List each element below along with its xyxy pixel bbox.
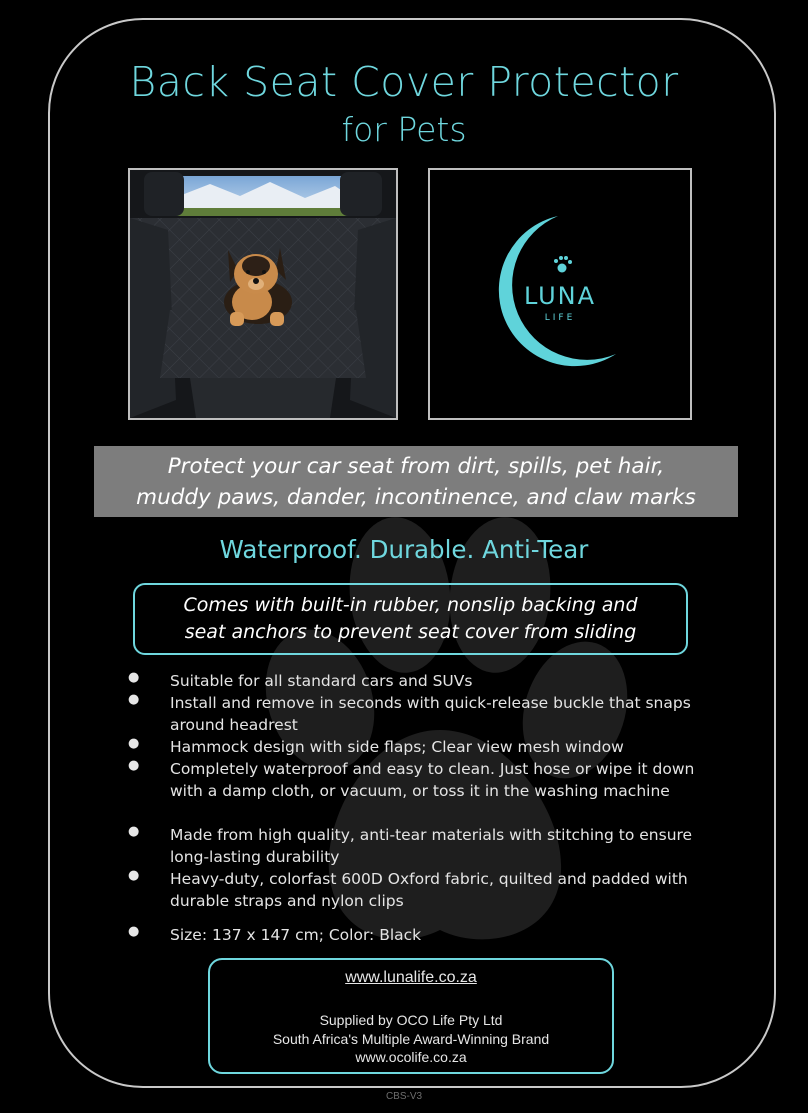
website-link[interactable]: www.lunalife.co.za bbox=[345, 969, 477, 986]
banner-line-1: Protect your car seat from dirt, spills, pet hair, bbox=[167, 454, 665, 479]
bullet-icon: ● bbox=[128, 692, 140, 707]
protection-banner bbox=[94, 446, 738, 517]
bullet-icon: ● bbox=[128, 824, 140, 839]
product-photo bbox=[128, 168, 398, 420]
bullet-icon: ● bbox=[128, 868, 140, 883]
callout-line-1: Comes with built-in rubber, nonslip backing and bbox=[183, 594, 638, 616]
brand-text: South Africa's Multiple Award-Winning Brand bbox=[272, 1031, 550, 1047]
document-code: CBS-V3 bbox=[385, 1091, 423, 1102]
brand-logo-panel bbox=[428, 168, 692, 420]
supplier-website: www.ocolife.co.za bbox=[355, 1049, 467, 1065]
logo-subtext: LIFE bbox=[544, 313, 576, 323]
bullet-icon: ● bbox=[128, 670, 140, 685]
footer-contact-box bbox=[208, 958, 614, 1074]
page-title: Back Seat Cover Protector bbox=[129, 58, 679, 106]
logo-wordmark: LUNA bbox=[523, 282, 597, 310]
dog-on-seat-cover-image bbox=[130, 170, 396, 418]
bullet-icon: ● bbox=[128, 758, 140, 773]
callout-line-2: seat anchors to prevent seat cover from sliding bbox=[184, 621, 637, 643]
features-heading: Waterproof. Durable. Anti-Tear bbox=[219, 535, 589, 564]
supplier-text: Supplied by OCO Life Pty Ltd bbox=[319, 1012, 503, 1028]
bullet-icon: ● bbox=[128, 736, 140, 751]
page-subtitle: for Pets bbox=[341, 110, 467, 149]
bullet-icon: ● bbox=[128, 924, 140, 939]
banner-line-2: muddy paws, dander, incontinence, and claw marks bbox=[136, 485, 696, 510]
nonslip-callout bbox=[133, 583, 688, 655]
